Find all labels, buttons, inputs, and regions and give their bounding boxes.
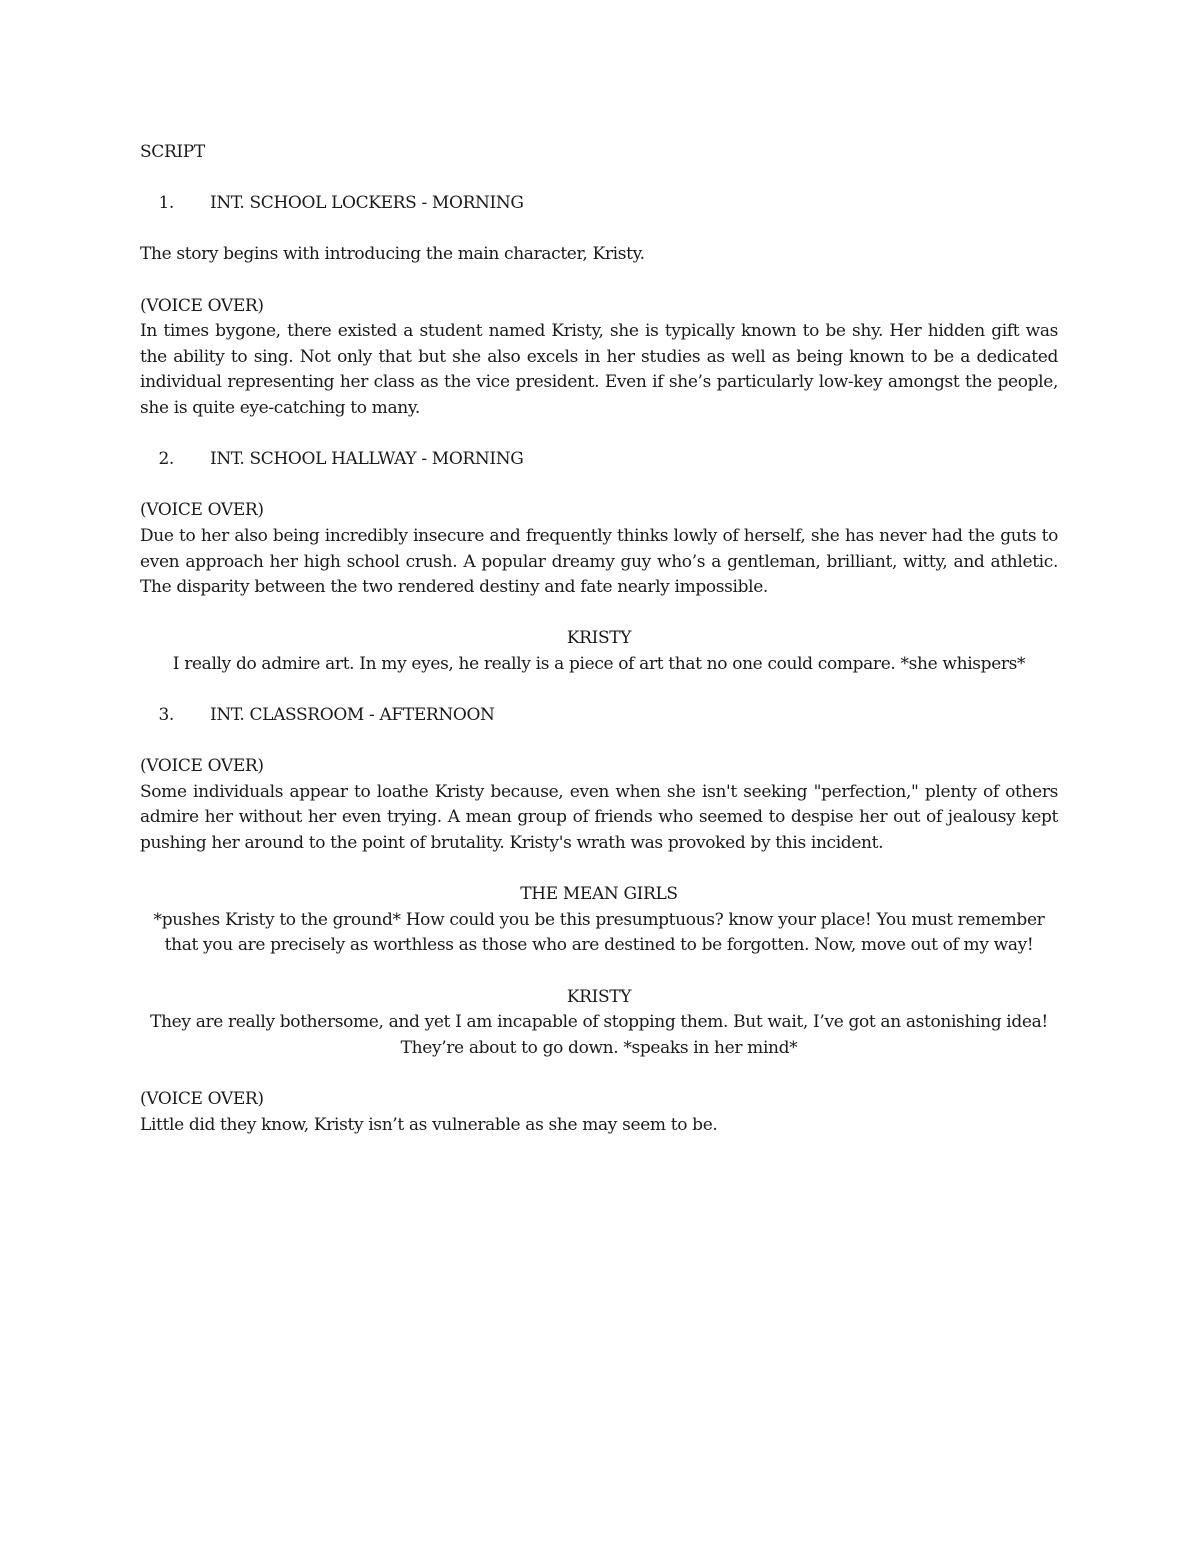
dialogue-block <box>140 882 1058 959</box>
voice-over-block <box>140 498 1058 600</box>
character-name: KRISTY <box>566 986 632 1007</box>
voice-over-text: In times bygone, there existed a student named Kristy, she is typically known to be shy. Her hidden gift was the ability to sing. Not only that but she also excels in her studies as well as being known to be a dedicated individual representing her class as the vice president. Even if she’s particularly low-key amongst the people, she is quite eye-catching to many. <box>140 321 1058 418</box>
scene-number: 1. <box>158 193 174 214</box>
voice-over-text: Little did they know, Kristy isn’t as vulnerable as she may seem to be. <box>140 1114 718 1135</box>
scene-heading-3 <box>140 703 1058 729</box>
dialogue-block <box>140 626 1058 677</box>
voice-over-text: Due to her also being incredibly insecure and frequently thinks lowly of herself, she has never had the guts to even approach her high school crush. A popular dreamy guy who’s a gentleman, brilliant, witty, and athletic. The disparity between the two rendered destiny and fate nearly impossible. <box>140 525 1058 598</box>
character-name: THE MEAN GIRLS <box>520 884 678 905</box>
scene-heading-text: INT. SCHOOL LOCKERS - MORNING <box>210 193 524 214</box>
voice-over-label: (VOICE OVER) <box>140 500 264 521</box>
scene-heading-1 <box>140 191 1058 217</box>
scene-intro: The story begins with introducing the main character, Kristy. <box>140 244 645 265</box>
voice-over-text: Some individuals appear to loathe Kristy because, even when she isn't seeking "perfection," plenty of others admire her without her even trying. A mean group of friends who seemed to despise her out of jealousy kept pushing her around to the point of brutality. Kristy's wrath was provoked by this incident. <box>140 781 1058 854</box>
dialogue-block <box>140 985 1058 1062</box>
dialogue-text: They are really bothersome, and yet I am incapable of stopping them. But wait, I’ve got an astonishing idea! They’re about to go down. *speaks in her mind* <box>150 1012 1048 1058</box>
voice-over-block <box>140 1087 1058 1138</box>
scene-heading-text: INT. SCHOOL HALLWAY - MORNING <box>210 449 524 470</box>
voice-over-block <box>140 754 1058 856</box>
scene-heading-2 <box>140 447 1058 473</box>
voice-over-block <box>140 294 1058 422</box>
voice-over-label: (VOICE OVER) <box>140 756 264 777</box>
document-title: SCRIPT <box>140 142 205 162</box>
scene-number: 2. <box>158 449 174 470</box>
voice-over-label: (VOICE OVER) <box>140 295 264 316</box>
character-name: KRISTY <box>566 628 632 649</box>
dialogue-text: *pushes Kristy to the ground* How could you be this presumptuous? know your place! You must remember that you are precisely as worthless as those who are destined to be forgotten. Now, move out of my way! <box>153 909 1045 956</box>
script-page <box>140 140 1058 1164</box>
scene-number: 3. <box>158 705 174 726</box>
voice-over-label: (VOICE OVER) <box>140 1088 264 1109</box>
scene-heading-text: INT. CLASSROOM - AFTERNOON <box>210 705 495 726</box>
dialogue-text: I really do admire art. In my eyes, he really is a piece of art that no one could compare. *she whispers* <box>172 653 1026 674</box>
